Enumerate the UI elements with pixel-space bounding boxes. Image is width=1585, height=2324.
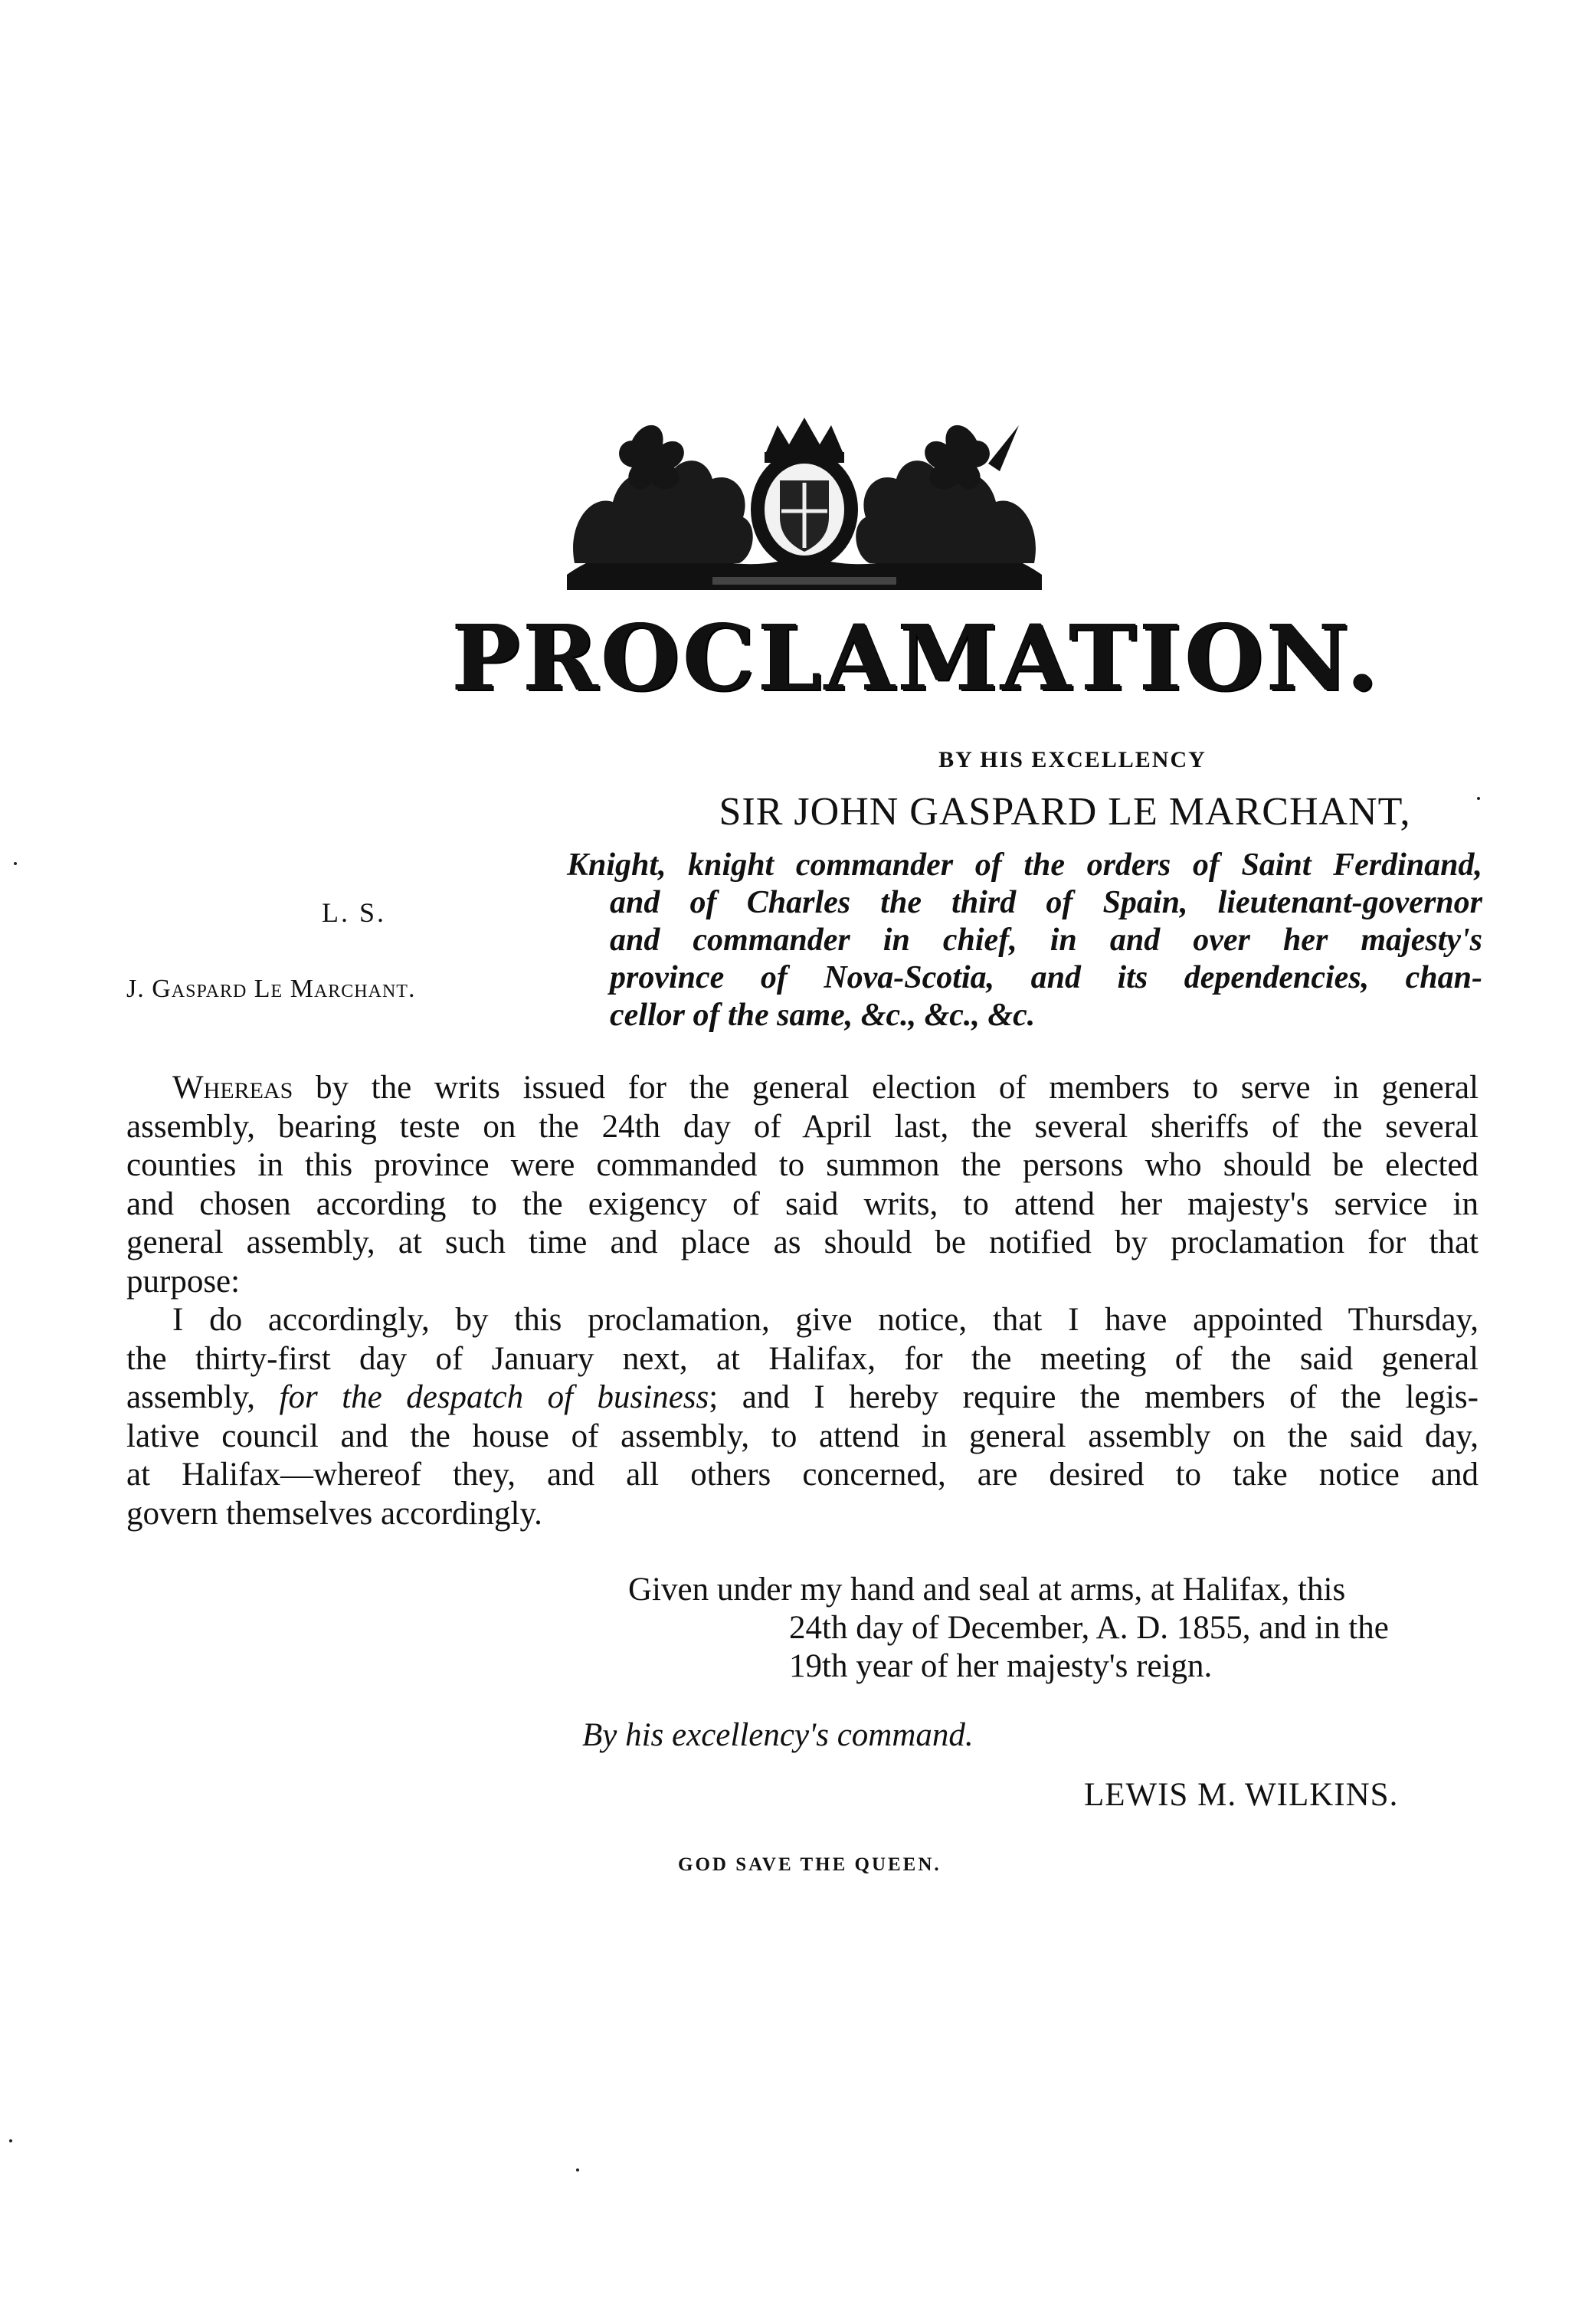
- titles-line: and of Charles the third of Spain, lieutenant-governor: [610, 885, 1482, 920]
- body-line: lative council and the house of assembly, to attend in general assembly on the said day,: [126, 1418, 1479, 1454]
- body-line: [126, 1069, 1479, 1108]
- scan-speck: [1477, 797, 1480, 800]
- body-text: assembly,: [126, 1379, 280, 1415]
- body-text: ; and I hereby require the members of the legis-: [709, 1379, 1479, 1415]
- body-line: and chosen according to the exigency of said writs, to attend her majesty's service in: [126, 1185, 1479, 1222]
- given-under-hand: [628, 1571, 1389, 1686]
- italic-phrase: for the despatch of business: [279, 1379, 709, 1415]
- secretary-signature: LEWIS M. WILKINS.: [1084, 1777, 1399, 1813]
- closing-line: GOD SAVE THE QUEEN.: [678, 1854, 942, 1875]
- proclamation-body: [126, 1069, 1479, 1533]
- titles-line: province of Nova-Scotia, and its dependencies, chan-: [610, 960, 1482, 995]
- titles-line: cellor of the same, &c., &c., &c.: [610, 998, 1036, 1033]
- body-text: by the writs issued for the general election of members to serve in general: [293, 1070, 1479, 1106]
- opening-word: Whereas: [172, 1070, 293, 1106]
- scan-speck: [14, 862, 17, 865]
- given-line: 24th day of December, A. D. 1855, and in the: [789, 1610, 1389, 1646]
- scan-speck: [576, 2168, 579, 2172]
- governor-titles: [567, 847, 1482, 1034]
- body-line: purpose:: [126, 1263, 241, 1300]
- body-line: I do accordingly, by this proclamation, give notice, that I have appointed Thursday,: [172, 1302, 1479, 1338]
- given-line: Given under my hand and seal at arms, at Halifax, this: [628, 1572, 1346, 1608]
- body-line: general assembly, at such time and place as should be notified by proclamation for that: [126, 1224, 1479, 1260]
- body-line: counties in this province were commanded to summon the persons who should be elected: [126, 1147, 1479, 1183]
- seal-mark: L. S.: [322, 897, 387, 928]
- given-line: 19th year of her majesty's reign.: [789, 1648, 1213, 1684]
- body-line: the thirty-first day of January next, at Halifax, for the meeting of the said general: [126, 1340, 1479, 1377]
- scan-speck: [9, 2139, 12, 2142]
- governor-name: SIR JOHN GASPARD LE MARCHANT,: [719, 790, 1411, 834]
- byline: BY HIS EXCELLENCY: [938, 747, 1207, 772]
- command-line: By his excellency's command.: [582, 1717, 974, 1753]
- seal-signature: J. Gaspard Le Marchant.: [126, 975, 416, 1003]
- royal-arms-emblem: [559, 410, 1050, 594]
- body-line: govern themselves accordingly.: [126, 1495, 542, 1532]
- titles-line: Knight, knight commander of the orders of Saint Ferdinand,: [567, 847, 1482, 883]
- proclamation-title: PROCLAMATION.: [452, 605, 1381, 711]
- body-line: assembly, bearing teste on the 24th day of April last, the several sheriffs of the several: [126, 1108, 1479, 1145]
- titles-line: and commander in chief, in and over her majesty's: [610, 923, 1482, 958]
- body-line: [126, 1378, 1479, 1418]
- body-line: at Halifax—whereof they, and all others concerned, are desired to take notice and: [126, 1457, 1479, 1493]
